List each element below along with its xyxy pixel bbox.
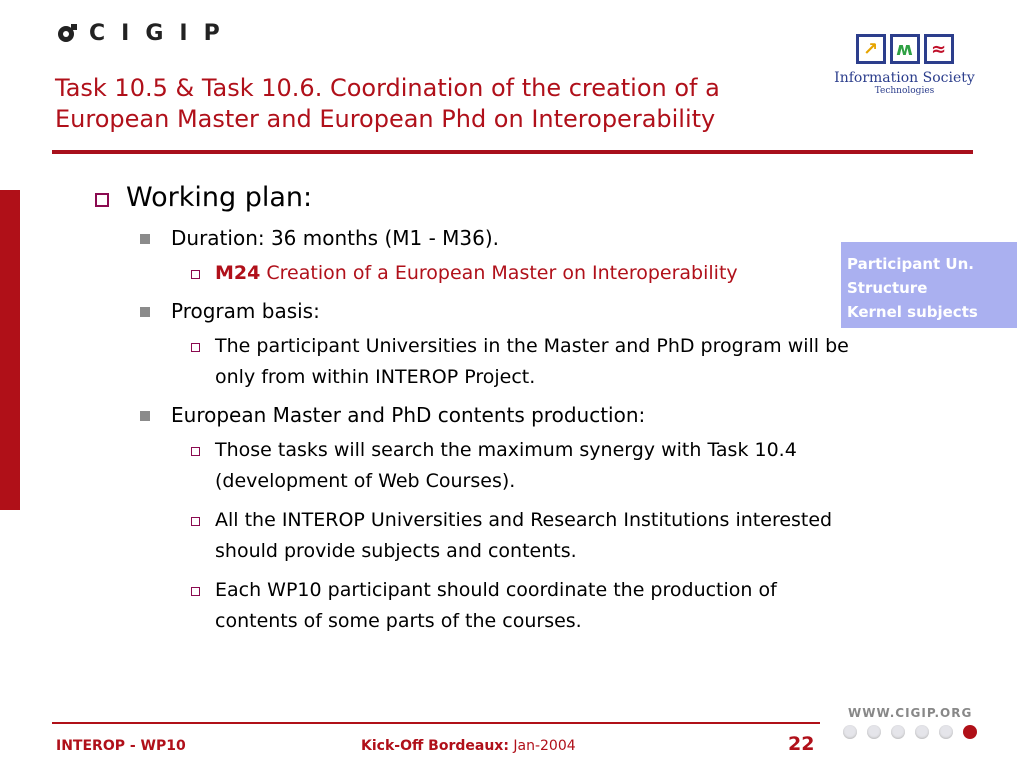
participant-box-line: Kernel subjects bbox=[847, 303, 978, 321]
small-square-bullet-icon bbox=[191, 587, 200, 596]
title-divider bbox=[52, 150, 973, 154]
filled-square-bullet-icon bbox=[140, 411, 150, 421]
heading-item bbox=[90, 178, 950, 218]
participant-box bbox=[841, 242, 1017, 328]
side-accent-bar bbox=[0, 190, 20, 510]
sub-list-item bbox=[90, 331, 865, 393]
filled-square-bullet-icon bbox=[140, 307, 150, 317]
small-square-bullet-icon bbox=[191, 517, 200, 526]
dot-icon bbox=[939, 725, 953, 739]
ist-logo bbox=[832, 34, 977, 114]
square-bullet-icon bbox=[95, 193, 109, 207]
filled-square-bullet-icon bbox=[140, 234, 150, 244]
item-text: European Master and PhD contents production: bbox=[171, 403, 646, 427]
list-item bbox=[90, 297, 950, 325]
sub-list-item bbox=[90, 505, 865, 567]
sub-list-item bbox=[90, 435, 865, 497]
cigip-logo bbox=[57, 18, 236, 48]
cigip-mark-icon bbox=[57, 22, 79, 44]
dot-icon bbox=[867, 725, 881, 739]
sub-list-item bbox=[90, 575, 865, 637]
footer-divider bbox=[52, 722, 820, 724]
small-square-bullet-icon bbox=[191, 447, 200, 456]
website-label: WWW.CIGIP.ORG bbox=[848, 706, 973, 720]
item-text: Program basis: bbox=[171, 299, 320, 323]
footer-project: INTEROP - WP10 bbox=[56, 738, 186, 754]
nav-dots bbox=[843, 725, 977, 739]
slide-title: Task 10.5 & Task 10.6. Coordination of the creation of a European Master and European Phd on Interoperability bbox=[55, 74, 720, 133]
heading-text: Working plan: bbox=[126, 182, 313, 213]
ist-squares bbox=[832, 34, 977, 64]
sub-item-text: Each WP10 participant should coordinate the production of contents of some parts of the courses. bbox=[215, 579, 777, 632]
sub-item-text: Those tasks will search the maximum synergy with Task 10.4 (development of Web Courses). bbox=[215, 439, 797, 492]
dot-icon bbox=[891, 725, 905, 739]
footer-event-label: Kick-Off Bordeaux: bbox=[361, 738, 509, 754]
active-dot-icon bbox=[963, 725, 977, 739]
slide-content bbox=[90, 178, 950, 645]
ist-logo-line1: Information Society bbox=[834, 70, 975, 86]
list-item bbox=[90, 401, 950, 429]
sub-item-text: The participant Universities in the Master and PhD program will be only from within INTEROP Project. bbox=[215, 335, 849, 388]
footer-event bbox=[361, 738, 576, 754]
page-number: 22 bbox=[788, 733, 815, 755]
dot-icon bbox=[915, 725, 929, 739]
sub-list-item bbox=[90, 258, 865, 289]
dot-icon bbox=[843, 725, 857, 739]
milestone-label: M24 bbox=[215, 262, 261, 284]
cigip-wordmark: CIGIP bbox=[89, 20, 236, 46]
arrow-icon: ↗ bbox=[856, 34, 886, 64]
wave-icon: ʍ bbox=[890, 34, 920, 64]
list-item bbox=[90, 224, 950, 252]
small-square-bullet-icon bbox=[191, 343, 200, 352]
ist-logo-line2: Technologies bbox=[874, 86, 935, 96]
footer-event-date: Jan-2004 bbox=[508, 738, 576, 754]
item-text: Duration: 36 months (M1 - M36). bbox=[171, 226, 500, 250]
approx-icon: ≈ bbox=[924, 34, 954, 64]
sub-item-text: All the INTEROP Universities and Research Institutions interested should provide subjects and contents. bbox=[215, 509, 833, 562]
small-square-bullet-icon bbox=[191, 270, 200, 279]
sub-item-text: Creation of a European Master on Interoperability bbox=[260, 262, 738, 284]
participant-box-line: Participant Un. bbox=[847, 255, 974, 273]
participant-box-line: Structure bbox=[847, 279, 928, 297]
